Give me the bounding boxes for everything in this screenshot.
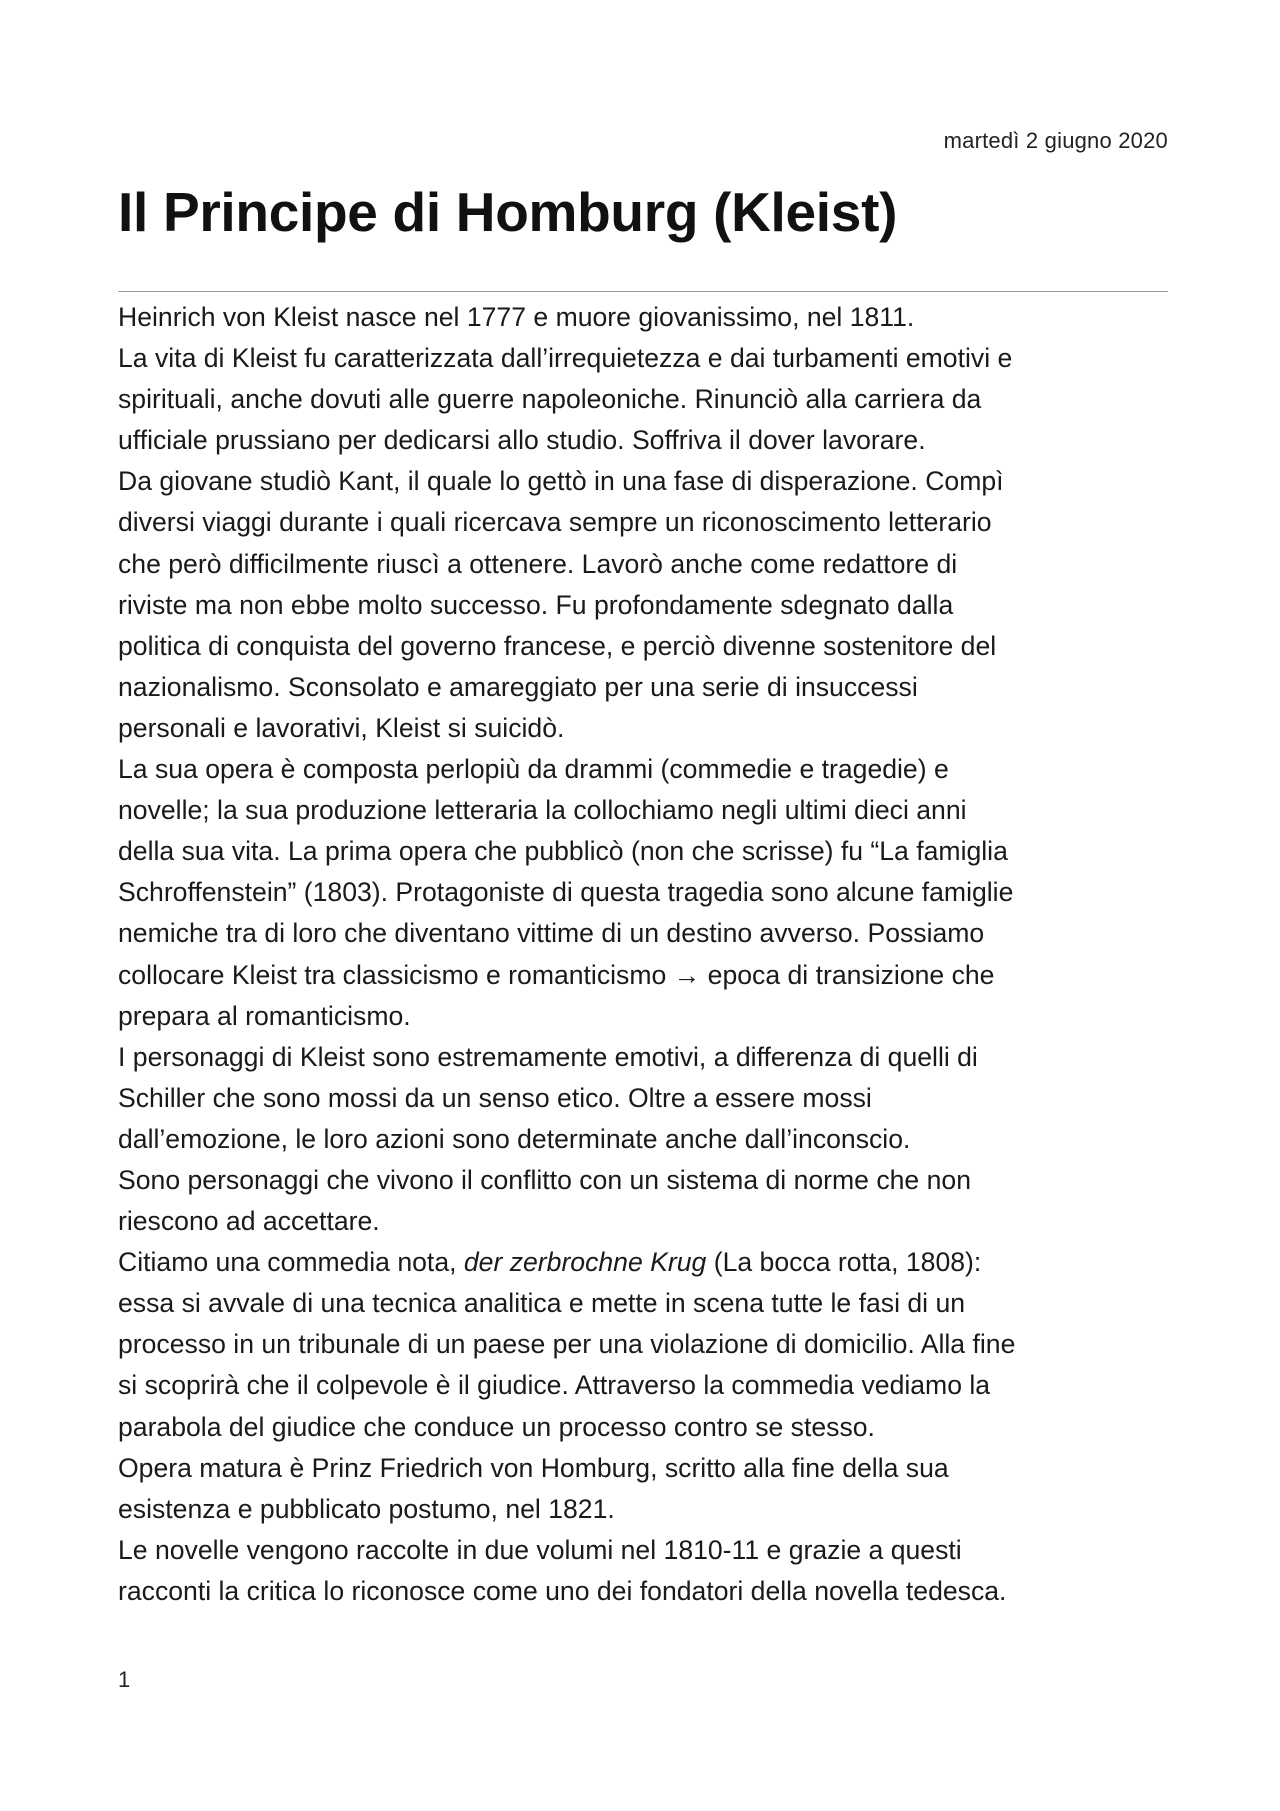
body-line: Le novelle vengono raccolte in due volumi nel 1810-11 e grazie a questi [118, 1534, 962, 1565]
body-line: La vita di Kleist fu caratterizzata dall’irrequietezza e dai turbamenti emotivi e [118, 343, 1013, 374]
body-line: Schiller che sono mossi da un senso etico. Oltre a essere mossi [118, 1082, 872, 1113]
body-line: diversi viaggi durante i quali ricercava sempre un riconoscimento letterario [118, 507, 992, 538]
body-line: prepara al romanticismo. [118, 1000, 411, 1031]
body-line: nemiche tra di loro che diventano vittime di un destino avverso. Possiamo [118, 918, 985, 949]
citiamo-prefix: Citiamo una commedia nota, [118, 1247, 464, 1278]
body-line: si scoprirà che il colpevole è il giudice. Attraverso la commedia vediamo la [118, 1370, 991, 1401]
body-line: Heinrich von Kleist nasce nel 1777 e muore giovanissimo, nel 1811. [118, 302, 915, 332]
body-line: spirituali, anche dovuti alle guerre napoleoniche. Rinunciò alla carriera da [118, 384, 982, 415]
body-line: parabola del giudice che conduce un processo contro se stesso. [118, 1411, 875, 1442]
body-line: riviste ma non ebbe molto successo. Fu profondamente sdegnato dalla [118, 589, 954, 620]
body-line: esistenza e pubblicato postumo, nel 1821. [118, 1493, 615, 1524]
body-line: essa si avvale di una tecnica analitica e mette in scena tutte le fasi di un [118, 1288, 966, 1319]
page-number: 1 [118, 1667, 131, 1692]
body-line: ufficiale prussiano per dedicarsi allo studio. Soffriva il dover lavorare. [118, 425, 926, 456]
body-line: nazionalismo. Sconsolato e amareggiato per una serie di insuccessi [118, 671, 918, 702]
body-line: personali e lavorativi, Kleist si suicidò. [118, 712, 565, 743]
body-line: che però difficilmente riuscì a ottenere. Lavorò anche come redattore di [118, 548, 958, 579]
body-line: politica di conquista del governo francese, e perciò divenne sostenitore del [118, 630, 997, 661]
body-line: della sua vita. La prima opera che pubblicò (non che scrisse) fu “La famiglia [118, 836, 1008, 867]
body-line: processo in un tribunale di un paese per una violazione di domicilio. Alla fine [118, 1329, 1016, 1360]
body-line: novelle; la sua produzione letteraria la collochiamo negli ultimi dieci anni [118, 795, 967, 826]
title-divider [118, 291, 1168, 292]
document-title: Il Principe di Homburg (Kleist) [118, 181, 898, 243]
citiamo-suffix: (La bocca rotta, 1808): [706, 1247, 982, 1278]
body-line: I personaggi di Kleist sono estremamente emotivi, a differenza di quelli di [118, 1041, 978, 1072]
body-line: dall’emozione, le loro azioni sono determinate anche dall’inconscio. [118, 1123, 911, 1154]
body-line: La sua opera è composta perlopiù da drammi (commedie e tragedie) e [118, 754, 949, 785]
body-line: collocare Kleist tra classicismo e romanticismo → epoca di transizione che [118, 959, 995, 990]
document-body [118, 297, 1178, 1612]
body-line: riescono ad accettare. [118, 1206, 380, 1237]
body-line: Opera matura è Prinz Friedrich von Homburg, scritto alla fine della sua [118, 1452, 949, 1483]
body-line: racconti la critica lo riconosce come uno dei fondatori della novella tedesca. [118, 1575, 1007, 1606]
body-line-citiamo [118, 1242, 1178, 1283]
document-date: martedì 2 giugno 2020 [943, 128, 1168, 153]
work-title-italic: der zerbrochne Krug [463, 1247, 707, 1278]
body-line: Sono personaggi che vivono il conflitto con un sistema di norme che non [118, 1164, 971, 1195]
body-line: Schroffenstein” (1803). Protagoniste di questa tragedia sono alcune famiglie [118, 877, 1014, 908]
body-line: Da giovane studiò Kant, il quale lo gettò in una fase di disperazione. Compì [118, 466, 1004, 497]
